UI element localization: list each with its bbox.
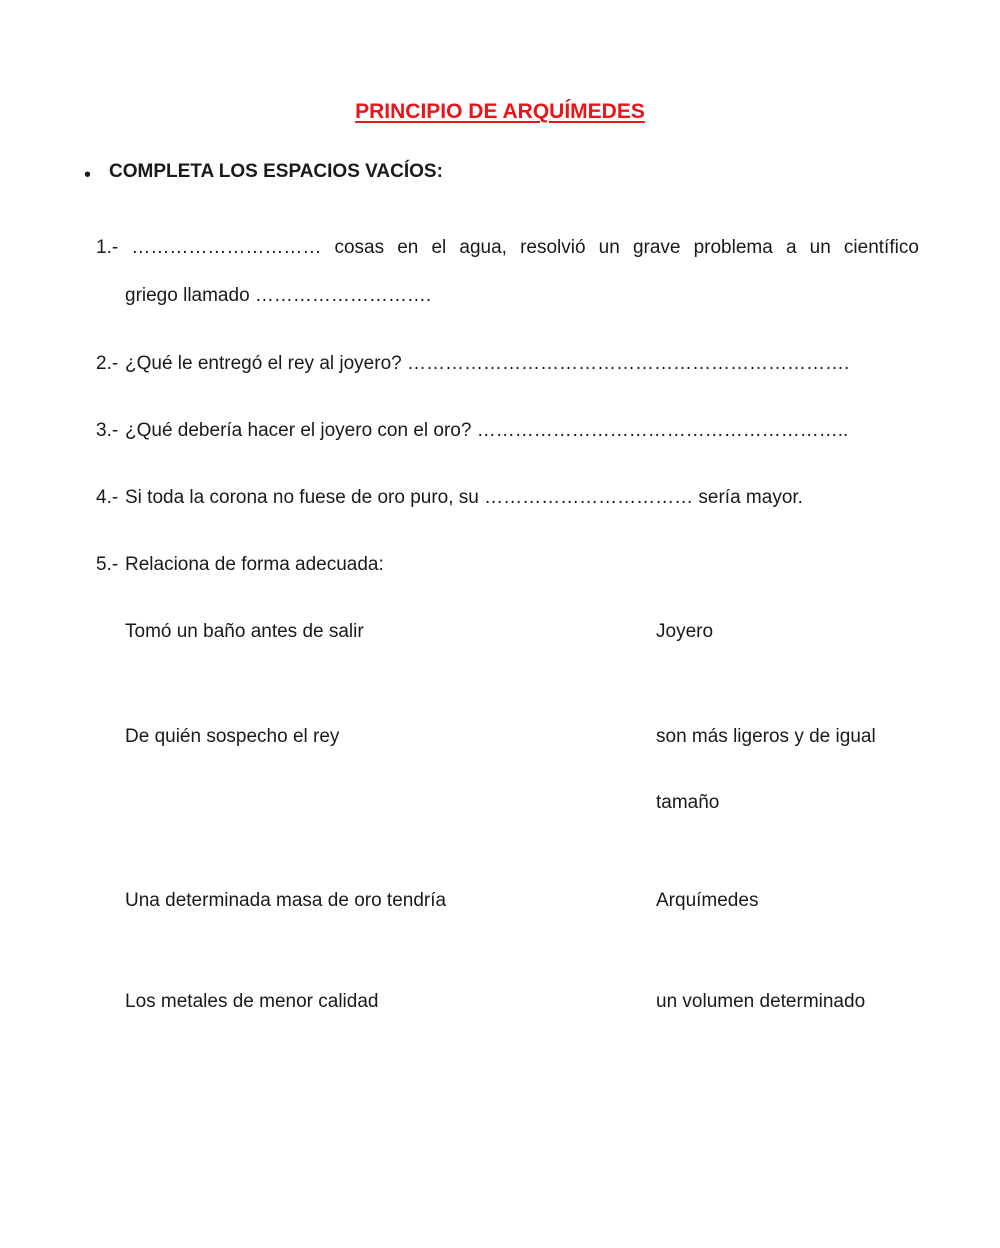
word: en (397, 237, 419, 258)
question-2-number: 2.- (96, 353, 119, 374)
question-2-text: ¿Qué le entregó el rey al joyero? ……………………………………………………………. (125, 353, 850, 374)
question-3-number: 3.- (96, 420, 119, 441)
instruction-heading: COMPLETA LOS ESPACIOS VACÍOS: (109, 161, 443, 182)
word: agua, (459, 237, 507, 258)
word: científico (843, 237, 919, 258)
word: a (785, 237, 797, 258)
question-1-blank: ………………………… (131, 237, 322, 258)
question-4-text: Si toda la corona no fuese de oro puro, su …………………………… sería mayor. (125, 487, 803, 508)
word: grave (632, 237, 681, 258)
match-right-item-continued: tamaño (656, 792, 720, 813)
question-1-number: 1.- (96, 237, 119, 258)
word: problema (693, 237, 773, 258)
bullet-icon: • (84, 164, 92, 186)
question-3-text: ¿Qué debería hacer el joyero con el oro? ………………………………………………….. (125, 420, 849, 441)
question-1-line-2: griego llamado ………………………. (125, 285, 432, 306)
page-title: PRINCIPIO DE ARQUÍMEDES (355, 100, 645, 123)
question-1-line-1 (96, 237, 919, 259)
match-right-item: un volumen determinado (656, 991, 866, 1012)
match-right-item: Joyero (656, 621, 714, 642)
match-left-item: De quién sospecho el rey (125, 726, 340, 747)
match-right-item: son más ligeros y de igual (656, 726, 876, 747)
word: cosas (334, 237, 385, 258)
match-left-item: Tomó un baño antes de salir (125, 621, 364, 642)
word: resolvió (520, 237, 586, 258)
match-right-item: Arquímedes (656, 890, 759, 911)
question-5-number: 5.- (96, 554, 119, 575)
word: un (598, 237, 620, 258)
word: un (809, 237, 831, 258)
match-left-item: Una determinada masa de oro tendría (125, 890, 447, 911)
question-4-number: 4.- (96, 487, 119, 508)
word: el (431, 237, 447, 258)
question-5-text: Relaciona de forma adecuada: (125, 554, 384, 575)
match-left-item: Los metales de menor calidad (125, 991, 379, 1012)
